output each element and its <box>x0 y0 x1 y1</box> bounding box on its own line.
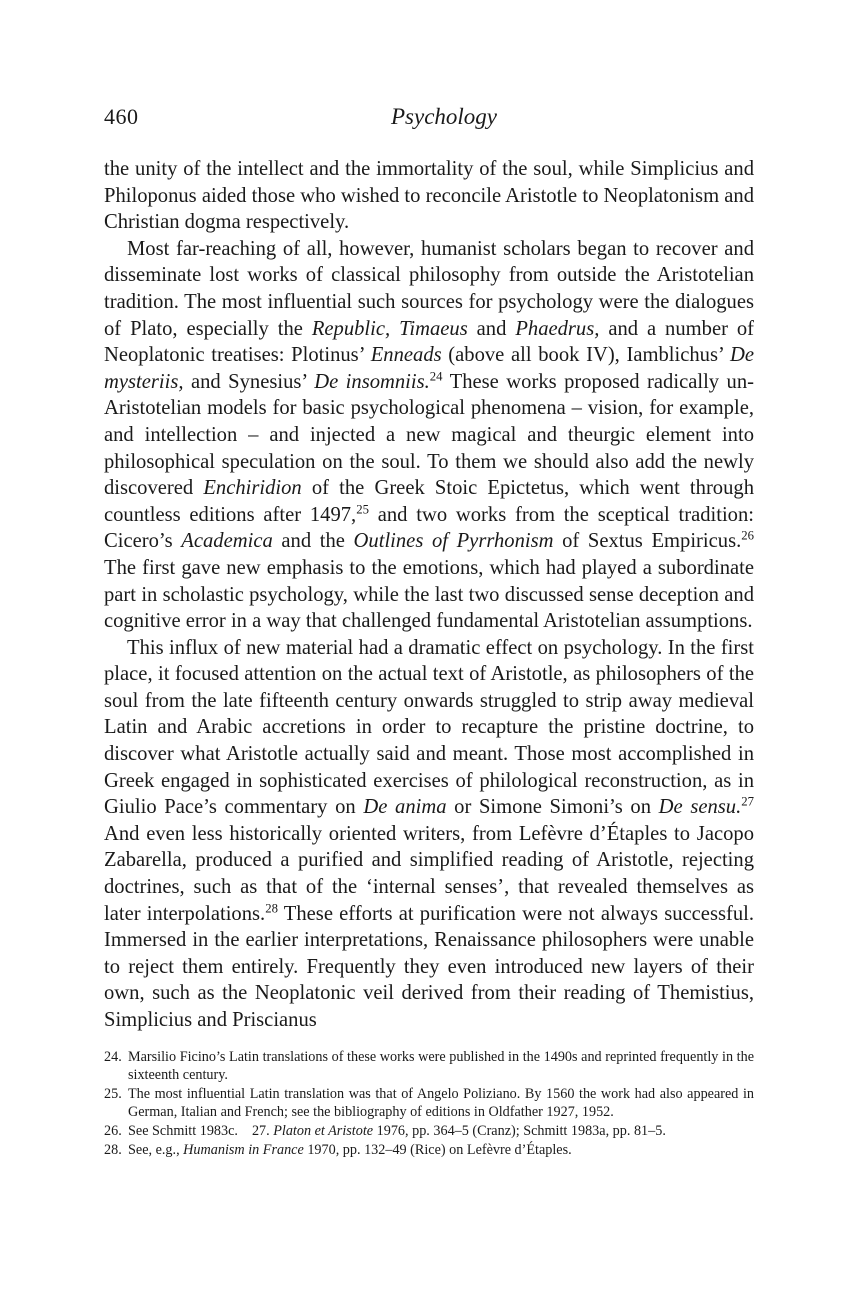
running-title: Psychology <box>390 104 497 129</box>
footnote-marker: 28 <box>265 900 278 915</box>
text-run: the unity of the intellect and the immortality of the soul, while Simplicius and Philoponus aided those who wished to reconcile Aristotle to Neoplatonism and Christian dogma respectively. <box>104 158 754 234</box>
footnotes <box>104 1048 754 1160</box>
text-run: (above all book IV), Iamblichus’ <box>441 344 730 367</box>
footnote <box>104 1048 754 1085</box>
text-run: These efforts at purification were not always successful. Immersed in the earlier interpretations, Renaissance philosophers were unable to reject them entirely. Frequently they even introduced new layers of their own, such as the Neoplatonic veil derived from their reading of Themistius, Simplicius and Priscianus <box>104 902 755 1031</box>
paragraph <box>104 236 754 635</box>
footnote-text <box>128 1048 754 1085</box>
italic-title: De anima <box>363 796 447 819</box>
main-text <box>104 156 754 1034</box>
text-run: And even less historically oriented writers, from Lefèvre d’Étaples to Jacopo Zabarella, produced a purified and simplified reading of Aristotle, rejecting doctrines, such as that of the ‘internal senses’, that revealed themselves as later interpolations. <box>104 822 754 925</box>
paragraph <box>104 635 754 1034</box>
footnote <box>104 1122 754 1141</box>
text-run: See, e.g., <box>128 1141 184 1158</box>
footnote <box>104 1085 754 1122</box>
text-run: These works proposed radically un-Aristotelian models for basic psychological phenomena – vision, for example, and intellection – and injected a new magical and theurgic element into philosophical speculation on the soul. To them we should also add the newly discovered <box>104 370 754 500</box>
italic-title: Platon et Aristote <box>273 1122 374 1139</box>
text-run: This influx of new material had a dramatic effect on psychology. In the first place, it focused attention on the actual text of Aristotle, as philosophers of the soul from the late fifteenth century onwards struggled to strip away medieval Latin and Arabic accretions in order to recapture the pristine doctrine, to discover what Aristotle actually said and meant. Those most accomplished in Greek engaged in sophisticated exercises of philological reconstruction, as in Giulio Pace’s commentary on <box>104 636 754 819</box>
text-run: 1976, pp. 364–5 (Cranz); Schmitt 1983a, pp. 81–5. <box>373 1122 666 1139</box>
footnote-number: 26. <box>104 1122 122 1139</box>
footnote-marker: 25 <box>356 502 369 517</box>
text-run: of Sextus Empiricus. <box>553 530 742 553</box>
text-run: Most far-reaching of all, however, humanist scholars began to recover and disseminate lost works of classical philosophy from outside the Aristotelian tradition. The most influential such sources for psychology were the dialogues of Plato, especially the <box>104 237 754 340</box>
italic-title: Enneads <box>370 344 442 367</box>
text-run: and <box>467 317 516 340</box>
italic-title: Academica <box>181 530 273 553</box>
running-head <box>104 98 754 134</box>
footnote-text <box>128 1122 754 1141</box>
italic-title: Humanism in France <box>183 1141 304 1158</box>
book-page <box>104 98 754 1159</box>
footnote <box>104 1141 754 1160</box>
footnote-marker: 26 <box>741 528 755 543</box>
text-run: and Synesius’ <box>183 370 315 393</box>
italic-title: Enchiridion <box>203 477 302 500</box>
italic-title: Republic, Timaeus <box>311 317 468 340</box>
text-run: and a number of Neoplatonic treatises: Plotinus’ <box>104 317 755 367</box>
footnote-marker: 27 <box>741 794 755 809</box>
italic-title: Phaedrus, <box>515 317 600 340</box>
text-run: or Simone Simoni’s on <box>446 796 659 819</box>
page-number: 460 <box>104 104 139 129</box>
italic-title: De insomniis. <box>314 370 430 393</box>
text-run: The first gave new emphasis to the emotions, which had played a subordinate part in scholastic psychology, while the last two discussed sense deception and cognitive error in a way that challenged fundamental Aristotelian assumptions. <box>104 556 754 633</box>
text-run: and two works from the sceptical tradition: Cicero’s <box>104 503 754 553</box>
text-run: The most influential Latin translation was that of Angelo Poliziano. By 1560 the work had also appeared in German, Italian and French; see the bibliography of editions in Oldfather 1927, 1952. <box>128 1085 754 1121</box>
italic-title: De mysteriis, <box>104 344 755 393</box>
text-run: of the Greek Stoic Epictetus, which went through countless editions after 1497, <box>104 477 754 526</box>
text-run: 27. <box>251 1122 274 1139</box>
text-run: See Schmitt 1983c. <box>128 1122 238 1139</box>
footnote-number: 24. <box>104 1048 122 1065</box>
text-run: Marsilio Ficino’s Latin translations of these works were published in the 1490s and reprinted frequently in the sixteenth century. <box>128 1048 754 1084</box>
italic-title: Outlines of Pyrrhonism <box>353 530 554 553</box>
text-run: 1970, pp. 132–49 (Rice) on Lefèvre d’Étaples. <box>303 1141 572 1158</box>
paragraph <box>104 156 754 236</box>
footnote-number: 25. <box>104 1085 122 1102</box>
text-run: and the <box>272 530 354 553</box>
footnote-text <box>128 1141 754 1160</box>
footnote-number: 28. <box>104 1141 122 1158</box>
italic-title: De sensu. <box>658 796 742 819</box>
footnote-text <box>128 1085 754 1122</box>
footnote-marker: 24 <box>429 369 443 384</box>
